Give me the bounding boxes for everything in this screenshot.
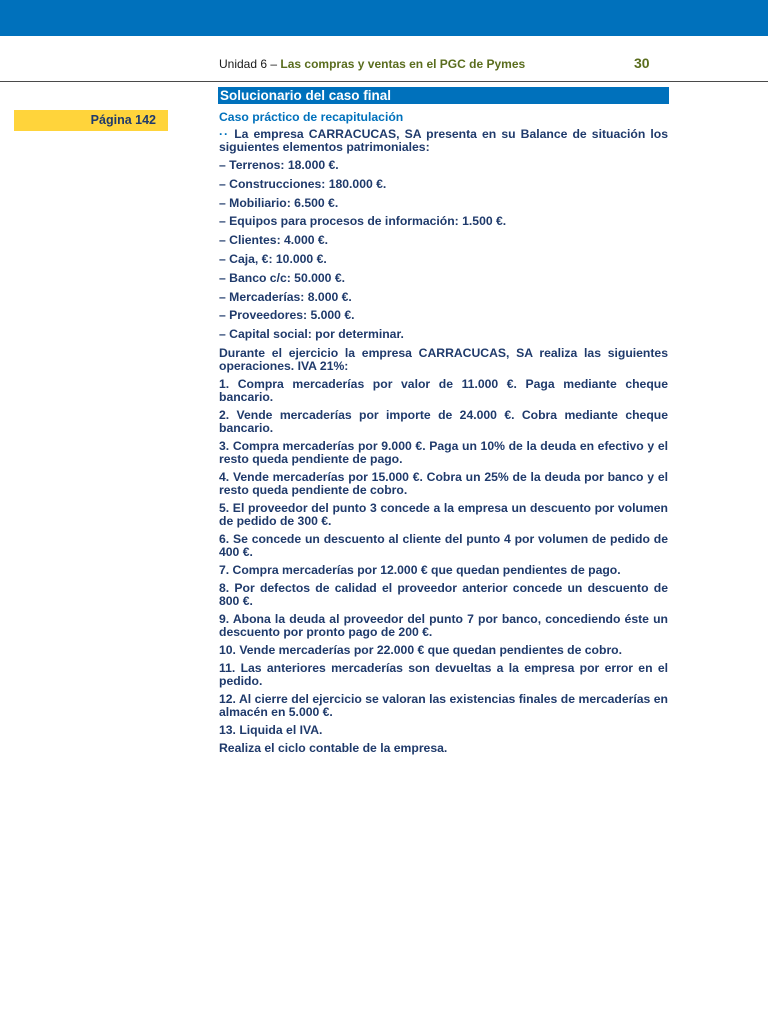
operation-item: 10. Vende mercaderías por 22.000 € que quedan pendientes de cobro. [219,642,623,657]
unit-label: Unidad 6 – [219,57,281,71]
operation-item: 6. Se concede un descuento al cliente del punto 4 por volumen de pedido de 400 €. [219,531,668,559]
list-item: – Caja, €: 10.000 €. [219,251,327,266]
list-item: – Clientes: 4.000 €. [219,233,329,248]
list-item: – Construcciones: 180.000 €. [219,176,387,191]
list-item: – Proveedores: 5.000 €. [219,308,355,323]
list-item: – Capital social: por determinar. [219,327,404,342]
balance-elements-list [219,159,668,342]
operation-item: 12. Al cierre del ejercicio se valoran las existencias finales de mercaderías en almacén en 5.000 €. [219,691,668,719]
bullet-icon: ·· [219,127,230,141]
operation-item: 3. Compra mercaderías por 9.000 €. Paga un 10% de la deuda en efectivo y el resto queda pendiente de pago. [219,438,668,466]
page-number: 30 [634,55,650,71]
operation-item: 8. Por defectos de calidad el proveedor anterior concede un descuento de 800 €. [219,580,668,608]
list-item: – Banco c/c: 50.000 €. [219,270,346,285]
header-divider [0,81,768,82]
operation-item: 11. Las anteriores mercaderías son devueltas a la empresa por error en el pedido. [219,660,668,688]
operation-item: 2. Vende mercaderías por importe de 24.000 €. Cobra mediante cheque bancario. [219,407,668,435]
operation-item: 4. Vende mercaderías por 15.000 €. Cobra un 25% de la deuda por banco y el resto queda pendiente de cobro. [219,469,668,497]
operations-list [219,378,668,737]
closing-instruction: Realiza el ciclo contable de la empresa. [219,740,448,755]
operations-intro: Durante el ejercicio la empresa CARRACUCAS, SA realiza las siguientes operaciones. IVA 21%: [219,345,668,373]
case-subtitle: Caso práctico de recapitulación [219,110,404,124]
list-item: – Mobiliario: 6.500 €. [219,195,339,210]
operation-item: 1. Compra mercaderías por valor de 11.000 €. Paga mediante cheque bancario. [219,376,668,404]
operation-item: 9. Abona la deuda al proveedor del punto 7 por banco, concediendo éste un descuento por pronto pago de 200 €. [219,611,668,639]
chapter-title: Las compras y ventas en el PGC de Pymes [280,57,526,71]
intro-paragraph [219,128,668,154]
list-item: – Terrenos: 18.000 €. [219,158,339,172]
solution-content [219,110,668,760]
list-item: – Equipos para procesos de información: 1.500 €. [219,214,507,229]
list-item: – Mercaderías: 8.000 €. [219,289,352,304]
operation-item: 13. Liquida el IVA. [219,722,323,737]
running-header [219,57,525,71]
intro-text: La empresa CARRACUCAS, SA presenta en su Balance de situación los siguientes elementos patrimoniales: [219,127,668,154]
operation-item: 5. El proveedor del punto 3 concede a la empresa un descuento por volumen de pedido de 300 €. [219,500,668,528]
top-banner [0,0,768,36]
page-reference-tag: Página 142 [14,110,168,131]
page-header [0,36,768,82]
section-title: Solucionario del caso final [218,87,669,104]
operation-item: 7. Compra mercaderías por 12.000 € que quedan pendientes de pago. [219,562,621,577]
